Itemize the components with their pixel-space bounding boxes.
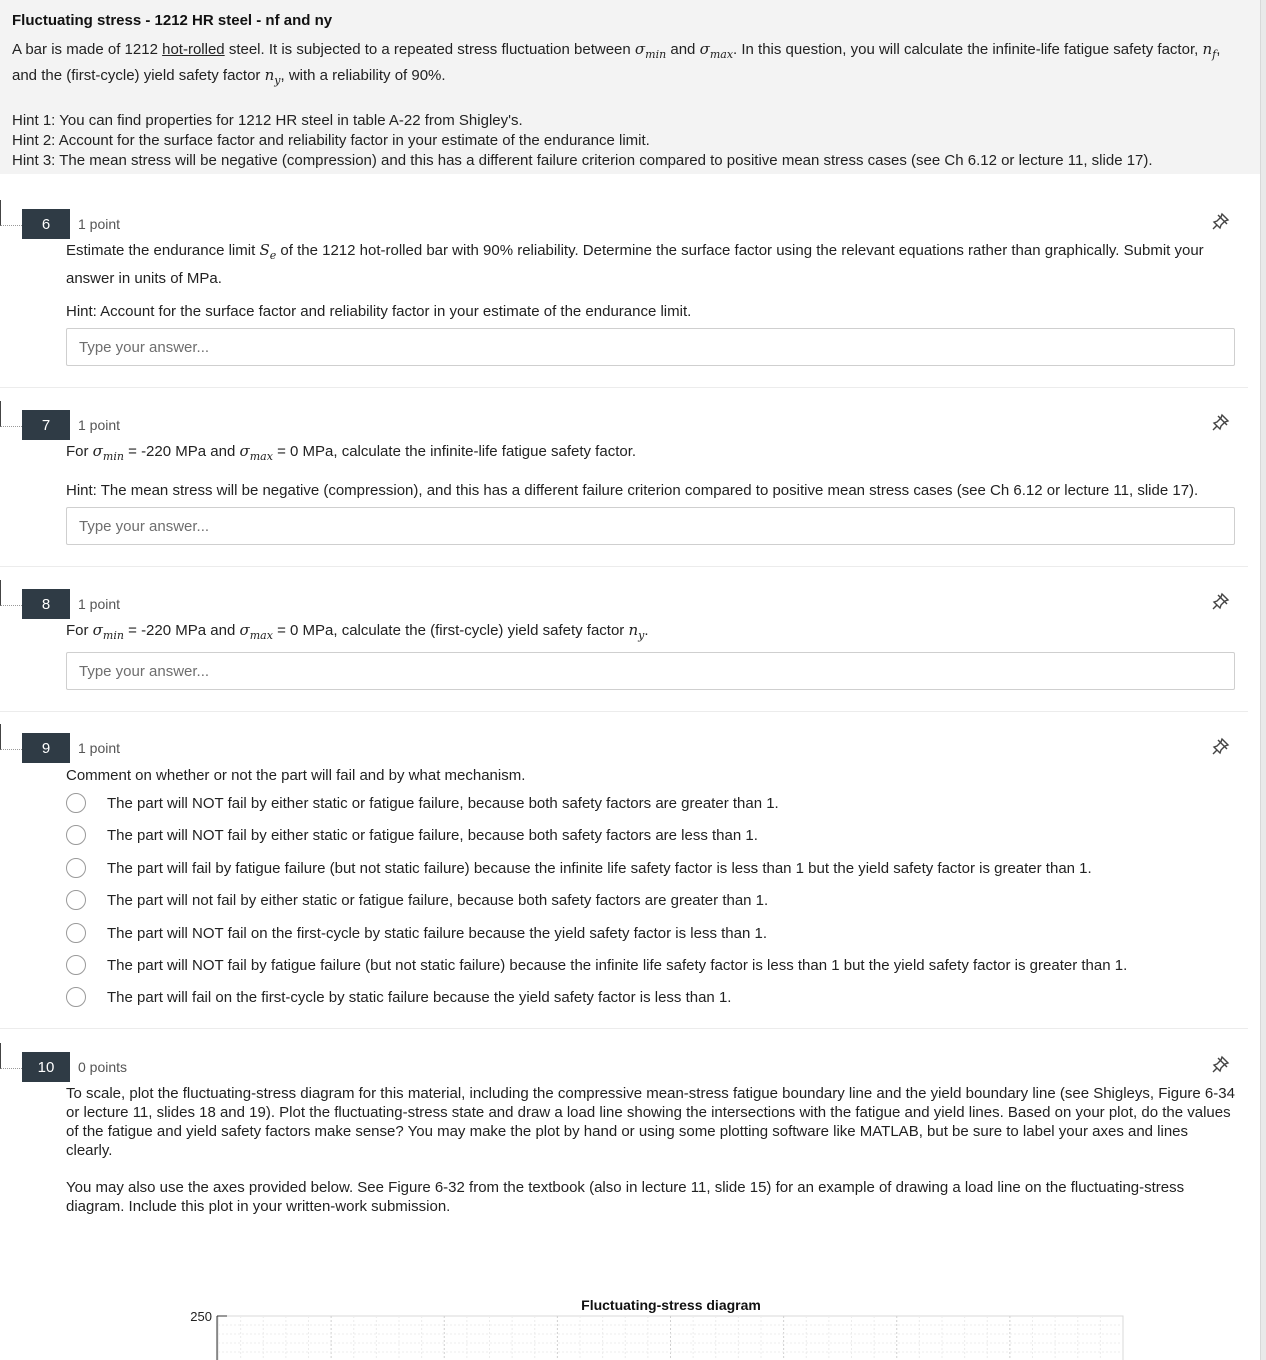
q8-text-d: . <box>644 622 649 639</box>
y-tick-label: 250 <box>190 1309 212 1324</box>
sigma-min-symbol: $\sigma_{min}$ <box>634 40 667 61</box>
q6-text-a: Estimate the endurance limit <box>66 242 260 259</box>
page-scrollbar-edge <box>1260 0 1266 1360</box>
question-6-points: 1 point <box>78 216 121 232</box>
question-7-points: 1 point <box>78 417 121 433</box>
q6-text-b: of the 1212 hot-rolled bar with 90% reliability. Determine the surface factor using the relevant equations rather than graphically. Submit your answer in units of MPa. <box>66 242 1204 287</box>
question-6-number: 6 <box>22 209 70 239</box>
divider <box>0 1028 1248 1029</box>
intro-panel <box>0 0 1260 174</box>
question-7-number: 7 <box>22 410 70 440</box>
pin-icon[interactable] <box>1212 1055 1230 1073</box>
question-8-answer-input[interactable] <box>66 652 1235 690</box>
question-9-marker <box>0 724 22 750</box>
radio-button[interactable] <box>66 890 86 910</box>
choice-option[interactable] <box>66 985 731 1009</box>
question-10-points: 0 points <box>78 1059 128 1075</box>
pin-icon[interactable] <box>1212 737 1230 755</box>
intro-text-e: , and the (first-cycle) yield safety factor <box>12 41 1221 84</box>
choice-option[interactable] <box>66 791 779 815</box>
question-9-number: 9 <box>22 733 70 763</box>
question-9-text: Comment on whether or not the part will fail and by what mechanism. <box>66 767 526 784</box>
intro-text-d: . In this question, you will calculate the infinite-life fatigue safety factor, <box>733 41 1203 58</box>
radio-button[interactable] <box>66 825 86 845</box>
divider <box>0 387 1248 388</box>
page-title: Fluctuating stress - 1212 HR steel - nf and ny <box>12 12 333 29</box>
radio-button[interactable] <box>66 923 86 943</box>
choice-label: The part will fail on the first-cycle by static failure because the yield safety factor is less than 1. <box>107 988 732 1006</box>
question-10-marker <box>0 1043 22 1069</box>
choice-label: The part will NOT fail by either static or fatigue failure, because both safety factors are less than 1. <box>107 826 758 844</box>
chart-title: Fluctuating-stress diagram <box>581 1297 761 1313</box>
sigma-max-symbol: $\sigma_{max}$ <box>239 621 273 642</box>
radio-button[interactable] <box>66 987 86 1007</box>
question-10-text: To scale, plot the fluctuating-stress diagram for this material, including the compressive mean-stress fatigue boundary line and the yield boundary line (see Shigleys, Figure 6-34 or lecture 11, slides 18 and 19). Plot the fluctuating-stress state and draw a load line showing the intersections with the fatigue and yield lines. Based on your plot, do the values of the fatigue and yield safety factors make sense? You may make the plot by hand or using some plotting software like MATLAB, but be sure to label your axes and lines clearly. <box>66 1085 1235 1159</box>
sigma-min-symbol: $\sigma_{min}$ <box>92 442 124 463</box>
question-6-hint: Hint: Account for the surface factor and reliability factor in your estimate of the endurance limit. <box>66 303 692 320</box>
question-10-text-2: You may also use the axes provided below. See Figure 6-32 from the textbook (also in lecture 11, slide 15) for an example of drawing a load line on the fluctuating-stress diagram. Include this plot in your written-work submission. <box>66 1179 1185 1215</box>
q7-text-c: = 0 MPa, calculate the infinite-life fatigue safety factor. <box>272 443 637 460</box>
choice-option[interactable] <box>66 823 758 847</box>
intro-paragraph <box>12 39 1248 91</box>
choice-label: The part will fail by fatigue failure (but not static failure) because the infinite life safety factor is less than 1 but the yield safety factor is greater than 1. <box>107 859 1092 877</box>
question-7-answer-input[interactable] <box>66 507 1235 545</box>
divider <box>0 566 1248 567</box>
question-6-answer-input[interactable] <box>66 328 1235 366</box>
radio-button[interactable] <box>66 858 86 878</box>
chart-grid <box>218 1316 1123 1360</box>
ny-symbol: $n_y$ <box>628 621 645 642</box>
ny-symbol: $n_y$ <box>264 66 281 87</box>
question-10-number: 10 <box>22 1052 70 1082</box>
question-8-number: 8 <box>22 589 70 619</box>
hint-2: Hint 2: Account for the surface factor and reliability factor in your estimate of the endurance limit. <box>12 132 650 149</box>
sigma-min-symbol: $\sigma_{min}$ <box>92 621 124 642</box>
pin-icon[interactable] <box>1212 212 1230 230</box>
question-8-points: 1 point <box>78 596 121 612</box>
choice-option[interactable] <box>66 856 1092 880</box>
intro-text-a: A bar is made of 1212 <box>12 41 163 58</box>
pin-icon[interactable] <box>1212 592 1230 610</box>
radio-button[interactable] <box>66 955 86 975</box>
hint-1: Hint 1: You can find properties for 1212 HR steel in table A-22 from Shigley's. <box>12 112 523 129</box>
q7-text-b: = -220 MPa and <box>123 443 240 460</box>
radio-button[interactable] <box>66 793 86 813</box>
pin-icon[interactable] <box>1212 413 1230 431</box>
choice-option[interactable] <box>66 888 768 912</box>
q8-text-b: = -220 MPa and <box>123 622 240 639</box>
divider <box>0 711 1248 712</box>
q8-text-a: For <box>66 622 93 639</box>
question-7-hint: Hint: The mean stress will be negative (compression), and this has a different failure criterion compared to positive mean stress cases (see Ch 6.12 or lecture 11, slide 17). <box>66 482 1199 499</box>
choice-label: The part will not fail by either static or fatigue failure, because both safety factors are greater than 1. <box>107 891 769 909</box>
q7-text-a: For <box>66 443 93 460</box>
sigma-max-symbol: $\sigma_{max}$ <box>239 442 273 463</box>
se-symbol: $S_e$ <box>259 241 277 262</box>
intro-text-b: steel. It is subjected to a repeated stress fluctuation between <box>224 41 635 58</box>
question-6-text <box>66 239 1238 290</box>
question-8-text <box>66 619 1238 647</box>
choice-label: The part will NOT fail by either static or fatigue failure, because both safety factors are greater than 1. <box>107 794 779 812</box>
question-9-points: 1 point <box>78 740 121 756</box>
choice-option[interactable] <box>66 921 767 945</box>
question-7-text <box>66 440 1238 468</box>
intro-text-c: and <box>666 41 700 58</box>
choice-label: The part will NOT fail on the first-cycle by static failure because the yield safety factor is less than 1. <box>107 924 768 942</box>
nf-symbol: $n_f$ <box>1202 40 1217 61</box>
fluctuating-stress-chart <box>170 1290 1150 1360</box>
intro-text-f: , with a reliability of 90%. <box>280 67 446 84</box>
sigma-max-symbol: $\sigma_{max}$ <box>699 40 734 61</box>
hint-3: Hint 3: The mean stress will be negative (compression) and this has a different failure criterion compared to positive mean stress cases (see Ch 6.12 or lecture 11, slide 17). <box>12 152 1153 169</box>
question-8-marker <box>0 580 22 606</box>
question-7-marker <box>0 401 22 427</box>
question-6-marker <box>0 200 22 226</box>
hot-rolled-link[interactable]: hot-rolled <box>162 41 225 58</box>
q8-text-c: = 0 MPa, calculate the (first-cycle) yield safety factor <box>272 622 629 639</box>
choice-option[interactable] <box>66 953 1127 977</box>
choice-label: The part will NOT fail by fatigue failure (but not static failure) because the infinite life safety factor is less than 1 but the yield safety factor is greater than 1. <box>107 956 1128 974</box>
